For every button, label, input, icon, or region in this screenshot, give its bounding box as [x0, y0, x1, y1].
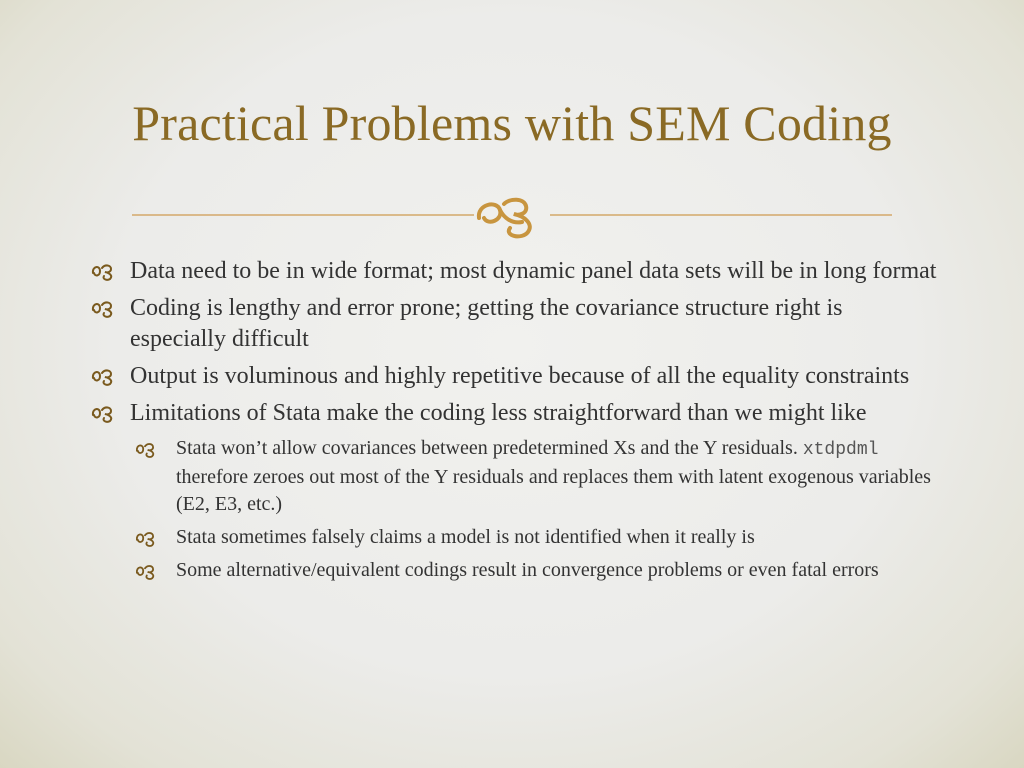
bullet-icon: [90, 403, 114, 423]
sub-bullet-item: [90, 435, 940, 518]
bullet-icon: [90, 261, 114, 281]
bullet-text: Data need to be in wide format; most dynamic panel data sets will be in long format: [130, 258, 937, 284]
bullet-item: [90, 361, 940, 392]
sub-bullet-icon: [134, 440, 156, 458]
bullet-icon: [90, 298, 114, 318]
sub-bullet-item: [90, 524, 940, 551]
bullet-item: [90, 256, 940, 287]
code-term: xtdpdml: [802, 440, 879, 460]
slide-title: Practical Problems with SEM Coding: [132, 95, 892, 151]
bullet-item: [90, 398, 940, 429]
bullet-list: [90, 256, 940, 590]
ornamental-fleuron-icon: [479, 200, 530, 237]
bullet-text: Output is voluminous and highly repetitive because of all the equality constraints: [130, 363, 910, 389]
sub-bullet-icon: [134, 562, 156, 580]
sub-bullet-text: Stata sometimes falsely claims a model is not identified when it really is: [176, 526, 755, 548]
sub-bullet-text-after: therefore zeroes out most of the Y residuals and replaces them with latent exogenous variables (E2, E3, etc.): [176, 466, 931, 515]
sub-bullet-text: Some alternative/equivalent codings result in convergence problems or even fatal errors: [176, 559, 879, 581]
title-divider: [132, 190, 892, 240]
bullet-item: [90, 293, 940, 355]
sub-bullet-item: [90, 557, 940, 584]
bullet-text: Limitations of Stata make the coding less straightforward than we might like: [130, 400, 867, 426]
sub-bullet-text-before: Stata won’t allow covariances between predetermined Xs and the Y residuals.: [176, 437, 803, 459]
sub-bullet-icon: [134, 529, 156, 547]
bullet-icon: [90, 366, 114, 386]
bullet-text: Coding is lengthy and error prone; getting the covariance structure right is especially difficult: [130, 295, 843, 352]
